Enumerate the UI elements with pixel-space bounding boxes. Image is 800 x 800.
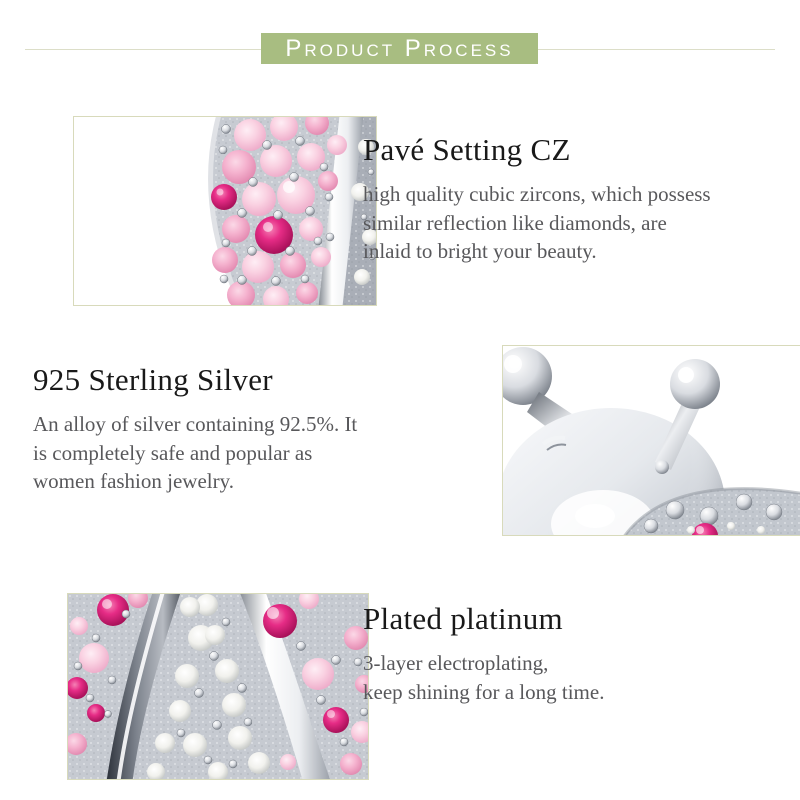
body-line: women fashion jewelry. <box>33 469 234 493</box>
section-pave <box>363 131 773 266</box>
section-silver-body <box>33 410 463 496</box>
body-line: 3-layer electroplating, <box>363 651 549 675</box>
body-line: inlaid to bright your beauty. <box>363 239 597 263</box>
crystal-band-closeup-photo <box>67 593 369 780</box>
section-pave-body <box>363 180 773 266</box>
section-plating-body <box>363 649 773 706</box>
body-line: keep shining for a long time. <box>363 679 605 704</box>
section-plating-title: Plated platinum <box>363 601 563 636</box>
page-title: Product Process <box>285 34 514 62</box>
section-pave-title: Pavé Setting CZ <box>363 132 571 167</box>
section-plating <box>363 600 773 706</box>
body-line: high quality cubic zircons, which possess <box>363 182 711 206</box>
header-band <box>261 33 538 64</box>
body-line: An alloy of silver containing 92.5%. It <box>33 412 358 436</box>
pave-setting-closeup-photo <box>73 116 377 306</box>
body-line: is completely safe and popular as <box>33 440 313 465</box>
section-silver-title: 925 Sterling Silver <box>33 362 273 397</box>
ladybug-head-closeup-photo <box>502 345 800 536</box>
body-line: similar reflection like diamonds, are <box>363 210 667 235</box>
section-silver <box>33 361 463 496</box>
